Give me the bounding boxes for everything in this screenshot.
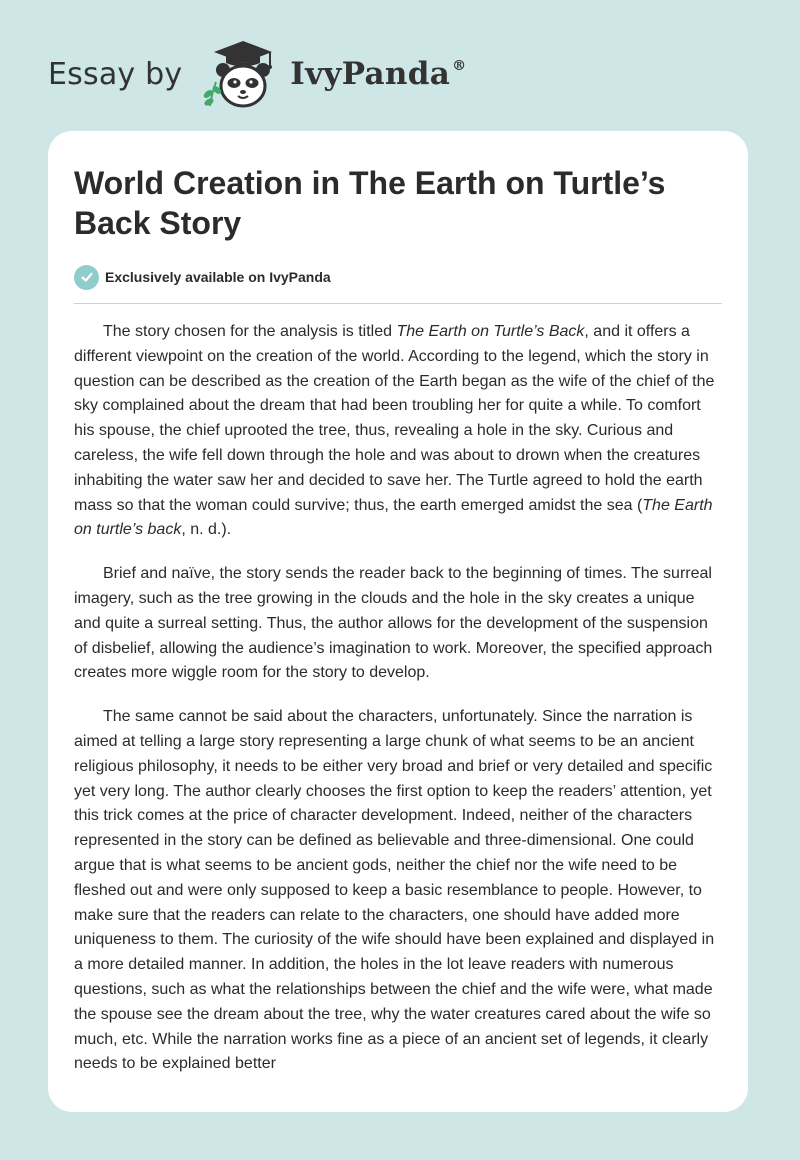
essay-by-label: Essay by <box>48 56 183 92</box>
paragraph-text: Brief and naïve, the story sends the reader back to the beginning of times. The surreal imagery, such as the tree growing in the clouds and the hole in the sky creates a unique and quite a surreal setting. Thus, the author allows for the development of the suspension of disbelief, allowing the audience’s imagination to work. Moreover, the specified approach creates more wiggle room for the story to develop. <box>74 565 713 682</box>
paragraph-text: The story chosen for the analysis is titled <box>103 323 397 340</box>
italic-citation: The Earth on Turtle’s Back <box>396 323 585 340</box>
registered-mark: ® <box>452 58 467 74</box>
essay-paragraph <box>74 320 724 543</box>
brand-name: IvyPanda <box>290 56 451 92</box>
paragraph-text: , n. d.). <box>181 521 232 539</box>
brand-logo[interactable] <box>290 56 466 92</box>
site-header <box>48 36 466 112</box>
essay-body <box>74 320 724 1096</box>
exclusive-label: Exclusively available on IvyPanda <box>105 269 331 285</box>
essay-paragraph <box>74 705 724 1077</box>
divider <box>74 303 722 304</box>
panda-graduate-icon <box>196 36 284 112</box>
exclusive-badge <box>74 264 331 290</box>
paragraph-text: The same cannot be said about the characters, unfortunately. Since the narration is aimed at telling a large story representing a large chunk of what seems to be an ancient religious philosophy, it needs to be either very broad and brief or very detailed and specific yet very long. The author clearly chooses the first option to keep the readers’ attention, yet this trick comes at the price of character development. Indeed, neither of the characters represented in the story can be defined as believable and three-dimensional. One could argue that is what seems to be ancient gods, neither the chief nor the wife need to be fleshed out and were only supposed to keep a basic resemblance to people. However, to make sure that the readers can relate to the characters, one should have added more uniqueness to them. The curiosity of the wife should have been explained and displayed in a more detailed manner. In addition, the holes in the lot leave readers with numerous questions, such as what the relationships between the chief and the wife were, what made the spouse see the dream about the tree, why the water creatures cared about the wife so much, etc. While the narration works fine as a piece of an ancient set of legends, it clearly needs to be explained better <box>74 708 715 1073</box>
italic-citation: The Earth on turtle’s back <box>74 496 713 539</box>
essay-paragraph <box>74 562 724 686</box>
essay-card <box>48 131 748 1112</box>
paragraph-text: , and it offers a different viewpoint on the creation of the world. According to the legend, which the story in question can be described as the creation of the Earth began as the wife of the chief of the sky complained about the dream that had been troubling her for quite a while. To comfort his spouse, the chief uprooted the tree, thus, revealing a hole in the sky. Curious and careless, the wife fell down through the hole and was about to drown when the creatures inhabiting the water saw her and decided to save her. The Turtle agreed to hold the earth mass so that the woman could survive; thus, the earth emerged amidst the sea ( <box>74 323 715 514</box>
essay-title: World Creation in The Earth on Turtle’s Back Story <box>74 165 666 241</box>
check-icon <box>74 265 99 290</box>
